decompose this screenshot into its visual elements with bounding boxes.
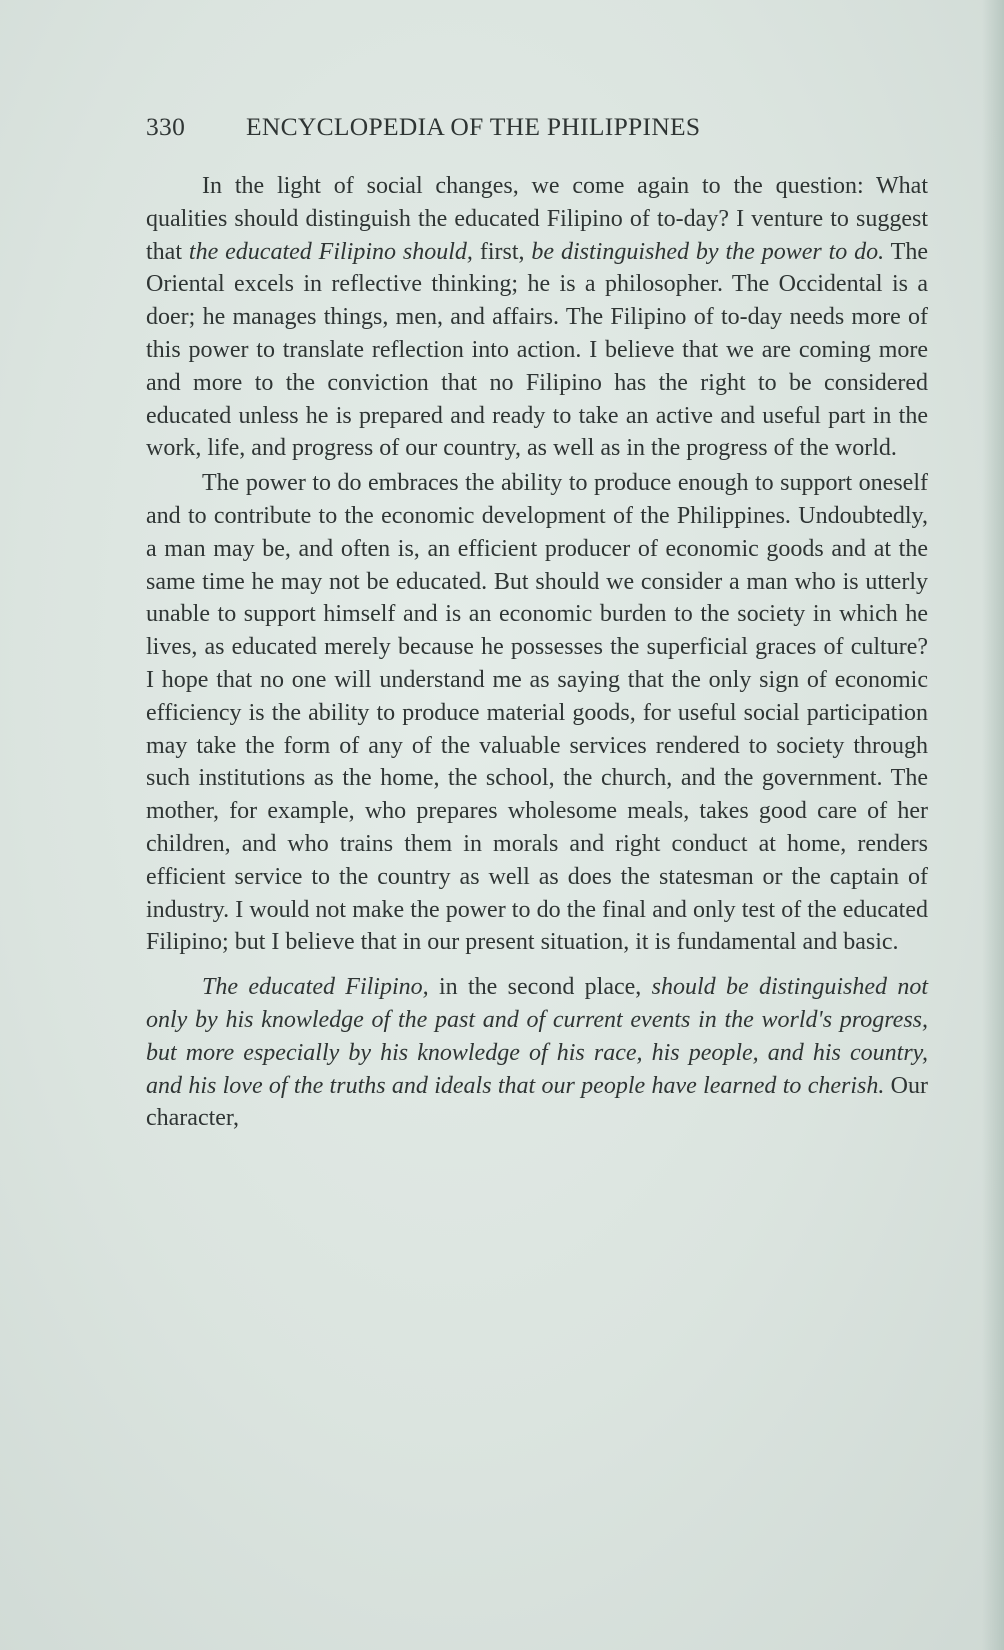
running-head bbox=[146, 112, 836, 142]
page-number: 330 bbox=[146, 112, 186, 141]
paragraph-3-text-b: Our character, bbox=[146, 1072, 929, 1132]
paragraph-3-italic-a: The educated Filipino, bbox=[202, 974, 429, 1001]
paragraph-1-italic-a: the educated Filipino should, bbox=[188, 238, 473, 265]
body-text bbox=[146, 170, 928, 1135]
paragraph-1 bbox=[146, 170, 928, 465]
paragraph-1-italic-b: be distinguished by the power to do. bbox=[531, 238, 885, 265]
paragraph-1-text-c: The Oriental excels in reflective thinking; he is a philosopher. The Occidental is a doer; he manages things, men, and affairs. The Filipino of to-day needs more of this power to translate reflection into action. I believe that we are coming more and more to the conviction that no Filipino has the right to be considered educated unless he is prepared and ready to take an active and useful part in the work, life, and progress of our country, as well as in the progress of the world. bbox=[146, 238, 928, 462]
paragraph-1-text-b: first, bbox=[472, 238, 532, 265]
page-edge-shadow bbox=[982, 0, 1004, 1650]
paragraph-2: The power to do embraces the ability to produce enough to support oneself and to contribute to the economic development of the Philippines. Undoubtedly, a man may be, and often is, an efficient producer of economic goods and at the same time he may not be educated. But should we consider a man who is utterly unable to support himself and is an economic burden to the society in which he lives, as educated merely because he possesses the superficial graces of culture? I hope that no one will understand me as saying that the only sign of economic efficiency is the ability to produce material goods, for useful social participation may take the form of any of the valuable services rendered to society through such institutions as the home, the school, the church, and the government. The mother, for example, who prepares wholesome meals, takes good care of her children, and who trains them in morals and right conduct at home, renders efficient service to the country as well as does the statesman or the captain of industry. I would not make the power to do the final and only test of the educated Filipino; but I believe that in our present situation, it is fundamental and basic. bbox=[146, 470, 928, 956]
paragraph-3 bbox=[146, 971, 928, 1135]
paragraph-3-text-a: in the second place, bbox=[428, 974, 652, 1001]
paragraph-3-italic-b: should be distinguished not only by his knowledge of the past and of current events in the world's progress, but more especially by his knowledge of his race, his people, and his country, and his love of the truths and ideals that our people have learned to cherish. bbox=[146, 974, 928, 1099]
paragraph-1-text-a: In the light of social changes, we come again to the question: What qualities should distinguish the educated Filipino of to-day? I venture to suggest that bbox=[146, 173, 928, 265]
book-title: ENCYCLOPEDIA OF THE PHILIPPINES bbox=[246, 112, 701, 141]
